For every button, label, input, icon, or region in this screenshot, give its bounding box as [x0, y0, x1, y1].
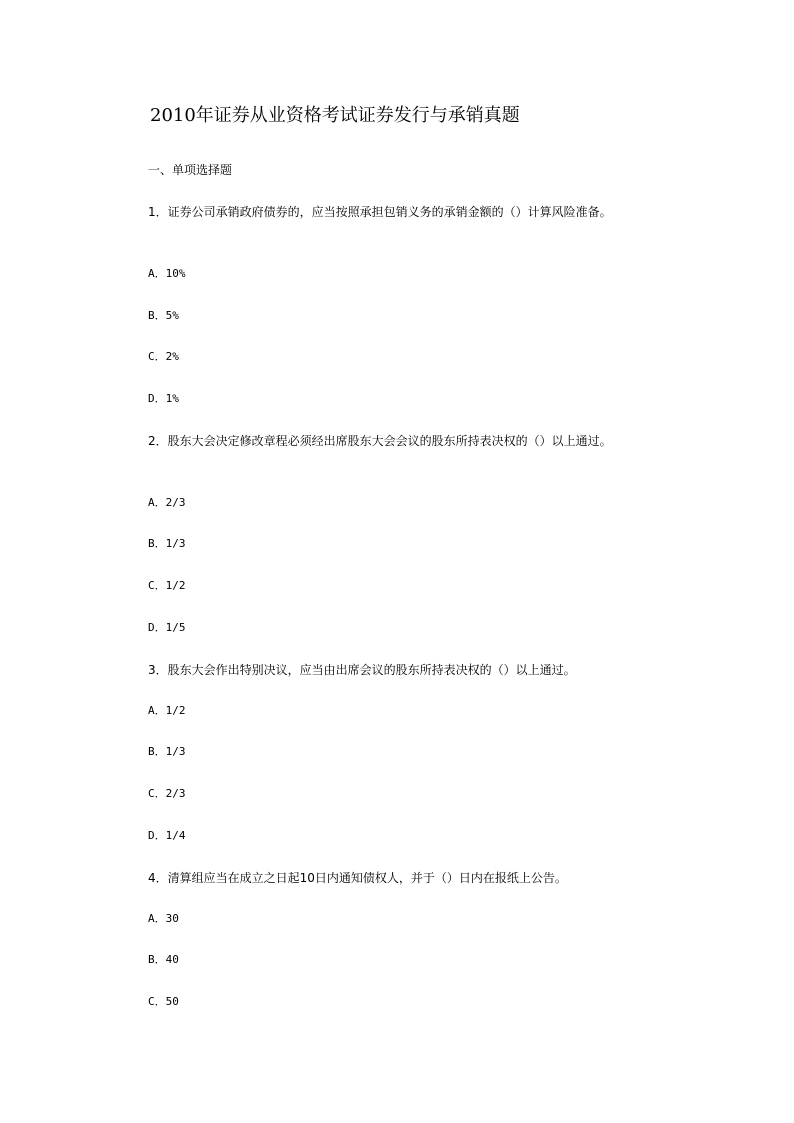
- question-1-option-a: A．10%: [148, 267, 186, 280]
- question-4-option-b: B．40: [148, 953, 179, 966]
- question-3-option-a: A．1/2: [148, 704, 186, 717]
- question-4-text: 4．清算组应当在成立之日起10日内通知债权人，并于（）日内在报纸上公告。: [148, 871, 567, 885]
- question-4-option-a: A．30: [148, 912, 179, 925]
- question-4-option-c: C．50: [148, 995, 179, 1008]
- question-2-option-d: D．1/5: [148, 621, 186, 634]
- question-2-text: 2．股东大会决定修改章程必须经出席股东大会会议的股东所持表决权的（）以上通过。: [148, 434, 612, 448]
- question-1-option-d: D．1%: [148, 392, 179, 405]
- question-3-option-d: D．1/4: [148, 829, 186, 842]
- question-1-option-b: B．5%: [148, 309, 179, 322]
- question-2-option-a: A．2/3: [148, 496, 186, 509]
- question-1-text: 1．证券公司承销政府债券的，应当按照承担包销义务的承销金额的（）计算风险准备。: [148, 205, 612, 219]
- question-3-option-c: C．2/3: [148, 787, 186, 800]
- question-1-option-c: C．2%: [148, 350, 179, 363]
- question-2-option-c: C．1/2: [148, 579, 186, 592]
- document-title: 2010年证券从业资格考试证券发行与承销真题: [150, 105, 520, 126]
- question-3-option-b: B．1/3: [148, 745, 186, 758]
- question-3-text: 3．股东大会作出特别决议，应当由出席会议的股东所持表决权的（）以上通过。: [148, 663, 576, 677]
- section-heading: 一、单项选择题: [148, 163, 233, 177]
- question-2-option-b: B．1/3: [148, 537, 186, 550]
